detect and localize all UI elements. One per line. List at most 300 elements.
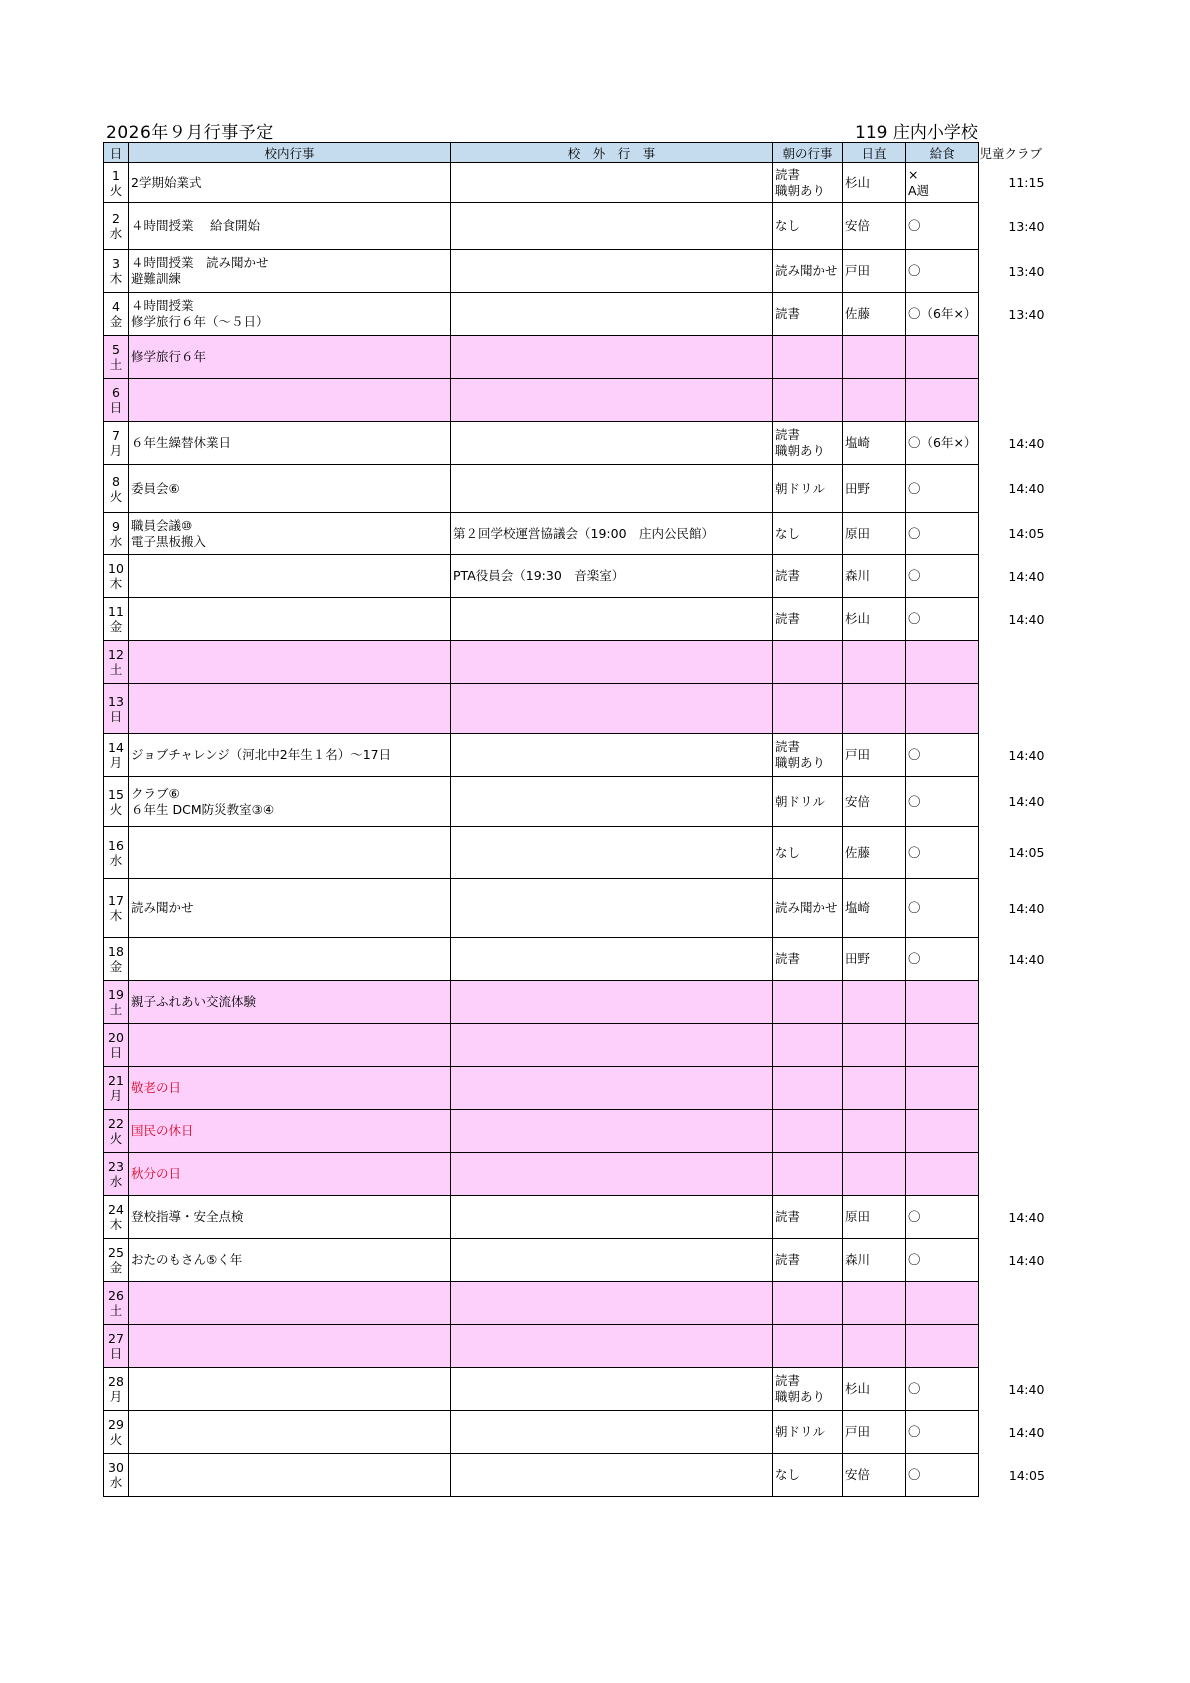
table-row <box>104 1196 1059 1239</box>
day-number: 18 <box>108 944 124 959</box>
day-cell <box>104 598 129 641</box>
lunch-cell: 〇（6年×） <box>906 293 979 336</box>
morning-activity-cell <box>773 379 843 422</box>
morning-activity-cell <box>773 1325 843 1368</box>
club-time-cell: 14:40 <box>1008 747 1045 763</box>
morning-activity-cell <box>773 1110 843 1153</box>
day-number: 29 <box>108 1417 124 1432</box>
club-time-cell <box>979 1110 1059 1153</box>
external-event-cell <box>451 465 773 513</box>
external-event-cell <box>451 1196 773 1239</box>
lunch-cell: 〇 <box>906 879 979 938</box>
morning-activity-cell <box>773 336 843 379</box>
day-cell <box>104 163 129 203</box>
external-event-cell <box>451 981 773 1024</box>
internal-event-cell <box>129 938 451 981</box>
lunch-cell: 〇 <box>906 1196 979 1239</box>
col-header-morning: 朝の行事 <box>773 143 843 163</box>
table-row <box>104 981 1059 1024</box>
weekday: 火 <box>109 488 123 504</box>
duty-cell: 原田 <box>843 1196 906 1239</box>
external-event-cell <box>451 1325 773 1368</box>
club-time-cell: 11:15 <box>1008 175 1045 190</box>
table-row <box>104 777 1059 827</box>
table-row <box>104 422 1059 465</box>
lunch-cell: 〇 <box>906 1368 979 1411</box>
internal-event-cell <box>129 827 451 879</box>
morning-activity-cell: 読書 <box>773 555 843 598</box>
club-time-cell <box>979 1282 1059 1325</box>
club-time-cell: 14:40 <box>1008 794 1045 809</box>
day-number: 15 <box>108 786 124 802</box>
duty-cell: 塩崎 <box>843 879 906 938</box>
weekday: 火 <box>109 182 123 198</box>
table-row <box>104 379 1059 422</box>
day-cell <box>104 1454 129 1497</box>
day-cell <box>104 684 129 734</box>
day-number: 8 <box>112 473 120 489</box>
col-header-day: 日 <box>104 143 129 163</box>
external-event-cell <box>451 1282 773 1325</box>
table-row <box>104 734 1059 777</box>
external-event-cell <box>451 1024 773 1067</box>
club-time-cell: 13:40 <box>1008 263 1045 279</box>
duty-cell: 原田 <box>843 513 906 555</box>
table-row <box>104 555 1059 598</box>
external-event-cell <box>451 879 773 938</box>
weekday: 火 <box>109 1131 123 1146</box>
club-time-cell: 14:40 <box>1008 568 1045 584</box>
day-number: 16 <box>108 837 124 853</box>
internal-event-cell: 登校指導・安全点検 <box>129 1196 451 1239</box>
club-time-cell: 14:05 <box>1008 526 1045 541</box>
day-number: 7 <box>112 428 120 443</box>
external-event-cell <box>451 293 773 336</box>
morning-activity-cell: 読書 <box>773 1239 843 1282</box>
table-row <box>104 1153 1059 1196</box>
external-event-cell <box>451 598 773 641</box>
club-time-cell <box>979 981 1059 1024</box>
weekday: 土 <box>109 357 123 372</box>
duty-cell <box>843 1282 906 1325</box>
internal-event-cell: 委員会⑥ <box>129 465 451 513</box>
internal-event-cell: ４時間授業 修学旅行６年（～５日） <box>129 293 451 336</box>
club-time-cell: 14:40 <box>1008 1252 1045 1268</box>
internal-event-cell <box>129 379 451 422</box>
internal-event-cell <box>129 1024 451 1067</box>
day-cell <box>104 465 129 513</box>
day-number: 14 <box>108 740 124 755</box>
club-time-cell <box>979 684 1059 734</box>
day-number: 27 <box>108 1331 124 1346</box>
internal-event-cell <box>129 555 451 598</box>
club-time-cell: 14:40 <box>1008 1381 1045 1397</box>
day-cell <box>104 513 129 555</box>
table-row <box>104 336 1059 379</box>
duty-cell <box>843 1153 906 1196</box>
duty-cell: 田野 <box>843 465 906 513</box>
internal-event-cell: 読み聞かせ <box>129 879 451 938</box>
morning-activity-cell: 読書 <box>773 293 843 336</box>
duty-cell <box>843 981 906 1024</box>
duty-cell: 杉山 <box>843 1368 906 1411</box>
day-number: 12 <box>108 647 124 662</box>
internal-event-cell <box>129 1325 451 1368</box>
external-event-cell <box>451 684 773 734</box>
lunch-cell: 〇 <box>906 1411 979 1454</box>
weekday: 日 <box>109 1045 123 1060</box>
internal-event-cell <box>129 684 451 734</box>
day-cell <box>104 777 129 827</box>
external-event-cell <box>451 827 773 879</box>
morning-activity-cell: なし <box>773 513 843 555</box>
weekday: 土 <box>109 662 123 677</box>
internal-event-cell <box>129 641 451 684</box>
internal-event-cell <box>129 1282 451 1325</box>
table-row <box>104 684 1059 734</box>
weekday: 木 <box>109 908 123 923</box>
weekday: 木 <box>109 271 123 286</box>
table-row <box>104 203 1059 250</box>
weekday: 木 <box>109 576 123 591</box>
morning-activity-cell <box>773 1153 843 1196</box>
weekday: 日 <box>109 708 123 724</box>
morning-activity-cell: 読書 職朝あり <box>773 734 843 777</box>
day-number: 20 <box>108 1030 124 1045</box>
day-cell <box>104 1153 129 1196</box>
weekday: 土 <box>109 1002 123 1017</box>
table-row <box>104 1239 1059 1282</box>
external-event-cell <box>451 1454 773 1497</box>
club-time-cell: 14:40 <box>1008 951 1045 967</box>
table-row <box>104 513 1059 555</box>
day-cell <box>104 336 129 379</box>
lunch-cell <box>906 336 979 379</box>
lunch-cell: 〇 <box>906 734 979 777</box>
morning-activity-cell: 読書 職朝あり <box>773 422 843 465</box>
duty-cell <box>843 1325 906 1368</box>
external-event-cell <box>451 1110 773 1153</box>
internal-event-cell <box>129 598 451 641</box>
internal-event-cell: 2学期始業式 <box>129 163 451 203</box>
weekday: 月 <box>109 443 123 458</box>
day-number: 2 <box>112 211 120 226</box>
external-event-cell <box>451 379 773 422</box>
internal-event-cell: 職員会議⑩ 電子黒板搬入 <box>129 513 451 555</box>
day-number: 22 <box>108 1116 124 1131</box>
duty-cell: 田野 <box>843 938 906 981</box>
club-time-cell: 13:40 <box>1008 306 1045 322</box>
table-row <box>104 1024 1059 1067</box>
duty-cell: 佐藤 <box>843 293 906 336</box>
table-row <box>104 641 1059 684</box>
external-event-cell <box>451 1411 773 1454</box>
external-event-cell <box>451 1368 773 1411</box>
day-number: 30 <box>108 1460 124 1475</box>
day-number: 26 <box>108 1288 124 1303</box>
morning-activity-cell <box>773 684 843 734</box>
internal-event-cell: 国民の休日 <box>129 1110 451 1153</box>
table-row <box>104 1368 1059 1411</box>
morning-activity-cell: 読書 職朝あり <box>773 163 843 203</box>
duty-cell: 塩崎 <box>843 422 906 465</box>
lunch-cell <box>906 1067 979 1110</box>
weekday: 月 <box>109 755 123 770</box>
table-row <box>104 163 1059 203</box>
morning-activity-cell <box>773 1067 843 1110</box>
day-cell <box>104 1110 129 1153</box>
lunch-cell: 〇 <box>906 203 979 250</box>
weekday: 金 <box>109 314 123 329</box>
lunch-cell: 〇 <box>906 465 979 513</box>
club-time-cell <box>979 336 1059 379</box>
morning-activity-cell: 読書 職朝あり <box>773 1368 843 1411</box>
weekday: 水 <box>109 226 123 241</box>
duty-cell: 杉山 <box>843 598 906 641</box>
table-row <box>104 1325 1059 1368</box>
day-number: 17 <box>108 893 124 908</box>
day-cell <box>104 938 129 981</box>
club-time-cell <box>979 1024 1059 1067</box>
day-cell <box>104 734 129 777</box>
club-time-cell: 14:40 <box>1008 611 1045 627</box>
day-cell <box>104 1024 129 1067</box>
club-time-cell <box>979 1153 1059 1196</box>
table-row <box>104 598 1059 641</box>
morning-activity-cell: 読み聞かせ <box>773 879 843 938</box>
external-event-cell <box>451 203 773 250</box>
external-event-cell <box>451 1067 773 1110</box>
external-event-cell <box>451 422 773 465</box>
lunch-cell: 〇 <box>906 555 979 598</box>
day-cell <box>104 1368 129 1411</box>
day-cell <box>104 641 129 684</box>
lunch-cell <box>906 379 979 422</box>
weekday: 木 <box>109 1217 123 1232</box>
club-time-cell: 14:40 <box>1008 1424 1045 1440</box>
table-row <box>104 938 1059 981</box>
duty-cell: 安倍 <box>843 777 906 827</box>
school-name: 119 庄内小学校 <box>855 123 978 143</box>
day-number: 11 <box>108 604 124 619</box>
internal-event-cell: クラブ⑥ ６年生 DCM防災教室③④ <box>129 777 451 827</box>
table-row <box>104 1067 1059 1110</box>
col-header-duty: 日直 <box>843 143 906 163</box>
external-event-cell <box>451 1153 773 1196</box>
duty-cell <box>843 1067 906 1110</box>
day-cell <box>104 827 129 879</box>
duty-cell: 佐藤 <box>843 827 906 879</box>
morning-activity-cell: 読書 <box>773 598 843 641</box>
col-header-lunch: 給食 <box>906 143 979 163</box>
club-time-cell: 13:40 <box>1008 218 1045 234</box>
weekday: 日 <box>109 400 123 415</box>
external-event-cell: 第２回学校運営協議会（19:00 庄内公民館） <box>451 513 773 555</box>
lunch-cell <box>906 1325 979 1368</box>
day-number: 28 <box>108 1374 124 1389</box>
day-cell <box>104 379 129 422</box>
day-cell <box>104 250 129 293</box>
morning-activity-cell: 読書 <box>773 1196 843 1239</box>
day-number: 5 <box>112 342 120 357</box>
table-row <box>104 879 1059 938</box>
lunch-cell: 〇 <box>906 250 979 293</box>
day-number: 24 <box>108 1202 124 1217</box>
duty-cell: 杉山 <box>843 163 906 203</box>
weekday: 金 <box>109 959 123 974</box>
day-cell <box>104 879 129 938</box>
weekday: 火 <box>109 801 123 817</box>
table-row <box>104 827 1059 879</box>
day-cell <box>104 1196 129 1239</box>
lunch-cell <box>906 981 979 1024</box>
club-time-cell: 14:40 <box>1008 900 1045 916</box>
internal-event-cell: ６年生繰替休業日 <box>129 422 451 465</box>
day-number: 1 <box>112 167 120 183</box>
day-cell <box>104 422 129 465</box>
lunch-cell: 〇 <box>906 938 979 981</box>
external-event-cell <box>451 777 773 827</box>
internal-event-cell: ４時間授業 読み聞かせ 避難訓練 <box>129 250 451 293</box>
duty-cell <box>843 641 906 684</box>
lunch-cell: 〇（6年×） <box>906 422 979 465</box>
weekday: 水 <box>109 1475 123 1490</box>
weekday: 火 <box>109 1432 123 1447</box>
weekday: 金 <box>109 1260 123 1275</box>
club-time-cell: 14:40 <box>1008 481 1045 496</box>
weekday: 水 <box>109 852 123 868</box>
club-time-cell <box>979 1067 1059 1110</box>
internal-event-cell: おたのもさん⑤く年 <box>129 1239 451 1282</box>
day-number: 23 <box>108 1159 124 1174</box>
lunch-cell: 〇 <box>906 777 979 827</box>
club-time-cell: 14:05 <box>1008 1467 1045 1483</box>
club-time-cell: 14:05 <box>1008 845 1045 860</box>
day-number: 4 <box>112 299 120 314</box>
internal-event-cell: 修学旅行６年 <box>129 336 451 379</box>
day-cell <box>104 1411 129 1454</box>
weekday: 月 <box>109 1088 123 1103</box>
internal-event-cell: 秋分の日 <box>129 1153 451 1196</box>
club-time-cell: 14:40 <box>1008 435 1045 451</box>
lunch-cell <box>906 1024 979 1067</box>
morning-activity-cell <box>773 1282 843 1325</box>
day-number: 3 <box>112 256 120 271</box>
lunch-cell: 〇 <box>906 513 979 555</box>
internal-event-cell: 親子ふれあい交流体験 <box>129 981 451 1024</box>
table-row <box>104 1411 1059 1454</box>
external-event-cell <box>451 938 773 981</box>
lunch-cell: 〇 <box>906 598 979 641</box>
club-time-cell <box>979 1325 1059 1368</box>
lunch-cell <box>906 1153 979 1196</box>
external-event-cell <box>451 734 773 777</box>
day-cell <box>104 203 129 250</box>
day-cell <box>104 1282 129 1325</box>
weekday: 日 <box>109 1346 123 1361</box>
table-row <box>104 293 1059 336</box>
morning-activity-cell: 読書 <box>773 938 843 981</box>
morning-activity-cell: なし <box>773 203 843 250</box>
morning-activity-cell: 朝ドリル <box>773 465 843 513</box>
club-time-cell <box>979 641 1059 684</box>
internal-event-cell <box>129 1454 451 1497</box>
table-row <box>104 1282 1059 1325</box>
lunch-cell <box>906 1110 979 1153</box>
day-cell <box>104 1325 129 1368</box>
day-cell <box>104 1239 129 1282</box>
table-row <box>104 1110 1059 1153</box>
external-event-cell <box>451 250 773 293</box>
weekday: 水 <box>109 533 123 549</box>
duty-cell: 森川 <box>843 555 906 598</box>
morning-activity-cell <box>773 641 843 684</box>
external-event-cell <box>451 336 773 379</box>
club-time-cell <box>979 379 1059 422</box>
day-number: 6 <box>112 385 120 400</box>
col-header-club: 児童クラブ <box>979 143 1059 163</box>
day-number: 21 <box>108 1073 124 1088</box>
lunch-cell: 〇 <box>906 1239 979 1282</box>
internal-event-cell <box>129 1368 451 1411</box>
day-number: 19 <box>108 987 124 1002</box>
duty-cell: 戸田 <box>843 250 906 293</box>
duty-cell: 森川 <box>843 1239 906 1282</box>
day-cell <box>104 555 129 598</box>
duty-cell <box>843 1110 906 1153</box>
lunch-cell <box>906 1282 979 1325</box>
external-event-cell <box>451 641 773 684</box>
internal-event-cell: ジョブチャレンジ（河北中2年生１名）～17日 <box>129 734 451 777</box>
col-header-external: 校 外 行 事 <box>451 143 773 163</box>
lunch-cell: 〇 <box>906 827 979 879</box>
col-header-internal: 校内行事 <box>129 143 451 163</box>
weekday: 水 <box>109 1174 123 1189</box>
weekday: 金 <box>109 619 123 634</box>
day-number: 13 <box>108 693 124 709</box>
header-row <box>104 143 1059 163</box>
internal-event-cell <box>129 1411 451 1454</box>
lunch-cell: 〇 <box>906 1454 979 1497</box>
duty-cell <box>843 684 906 734</box>
morning-activity-cell <box>773 981 843 1024</box>
duty-cell <box>843 1024 906 1067</box>
morning-activity-cell: 朝ドリル <box>773 1411 843 1454</box>
table-row <box>104 1454 1059 1497</box>
lunch-cell <box>906 684 979 734</box>
internal-event-cell: ４時間授業 給食開始 <box>129 203 451 250</box>
internal-event-cell: 敬老の日 <box>129 1067 451 1110</box>
duty-cell <box>843 336 906 379</box>
morning-activity-cell: 朝ドリル <box>773 777 843 827</box>
duty-cell <box>843 379 906 422</box>
schedule-table <box>103 142 1059 1497</box>
weekday: 土 <box>109 1303 123 1318</box>
day-cell <box>104 981 129 1024</box>
day-cell <box>104 293 129 336</box>
club-time-cell: 14:40 <box>1008 1209 1045 1225</box>
lunch-cell: × A週 <box>906 163 979 203</box>
day-cell <box>104 1067 129 1110</box>
day-number: 9 <box>112 518 120 534</box>
duty-cell: 戸田 <box>843 734 906 777</box>
duty-cell: 安倍 <box>843 1454 906 1497</box>
morning-activity-cell: なし <box>773 827 843 879</box>
day-number: 10 <box>108 561 124 576</box>
day-number: 25 <box>108 1245 124 1260</box>
weekday: 月 <box>109 1389 123 1404</box>
lunch-cell <box>906 641 979 684</box>
